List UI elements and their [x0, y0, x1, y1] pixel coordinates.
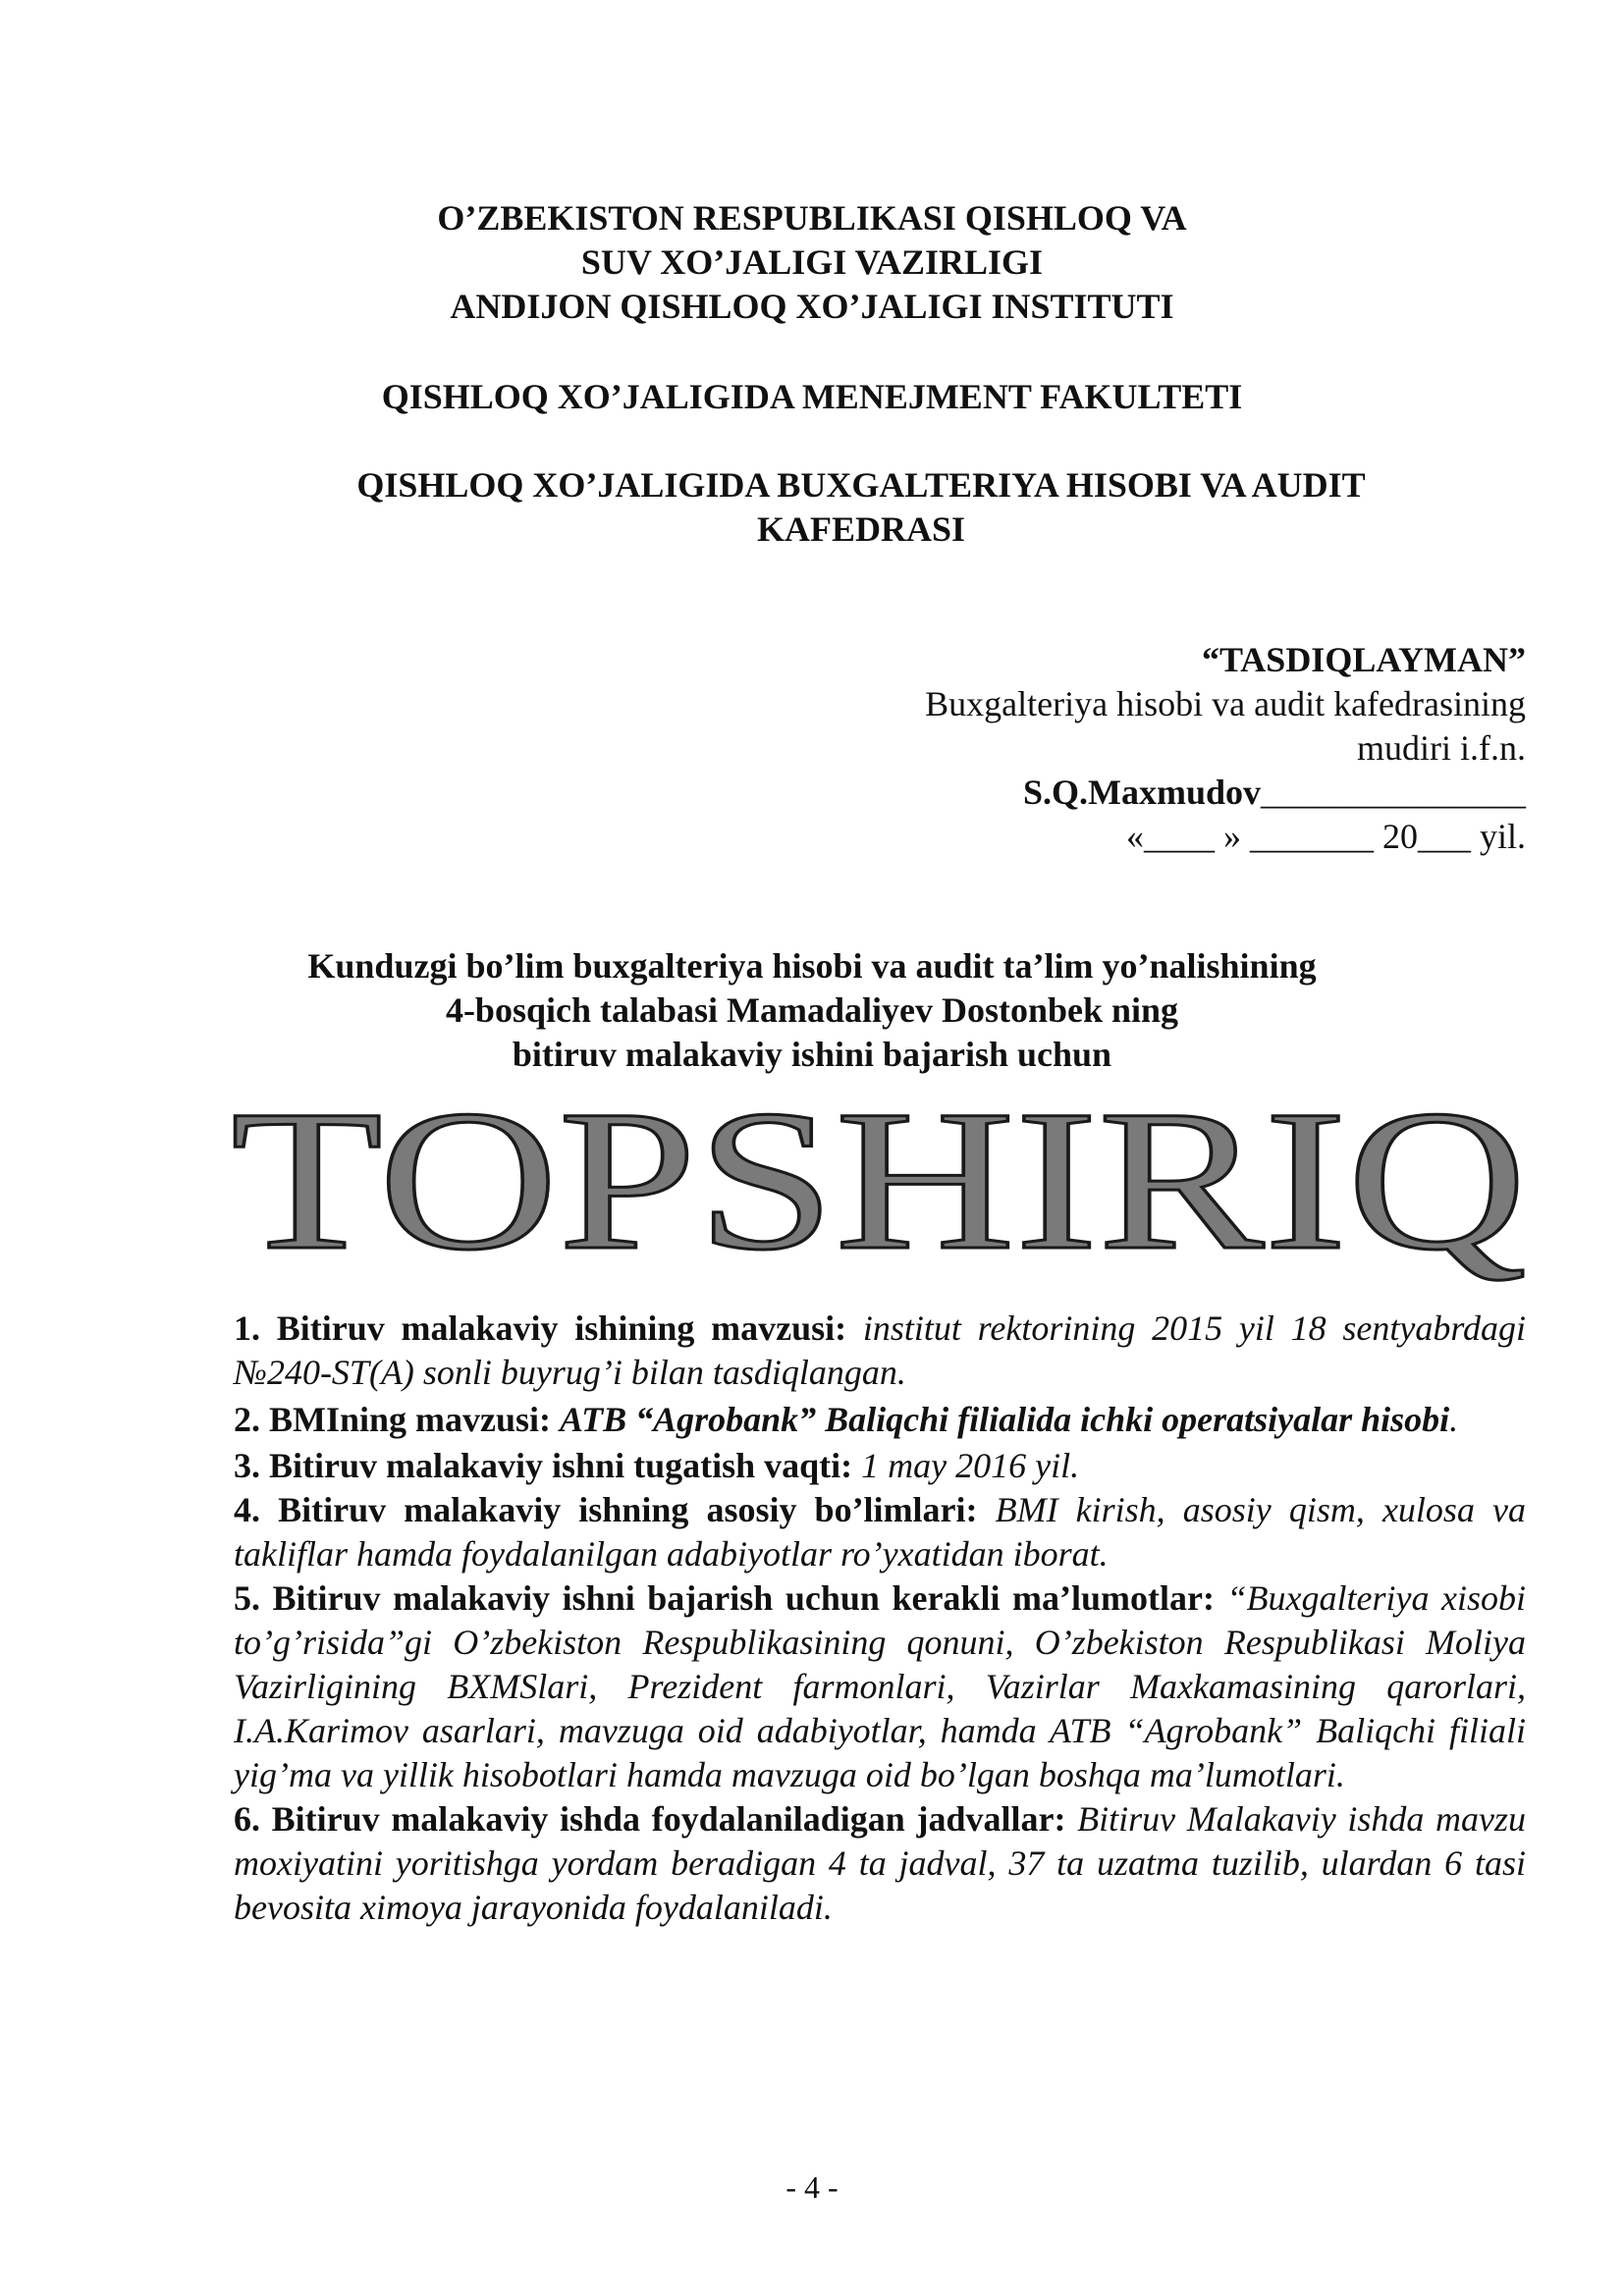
header-line: O’ZBEKISTON RESPUBLIKASI QISHLOQ VA	[437, 198, 1187, 238]
task-label: 1. Bitiruv malakaviy ishining mavzusi:	[234, 1308, 847, 1348]
approval-position: Buxgalteriya hisobi va audit kafedrasining	[925, 684, 1526, 723]
department-name	[295, 463, 1428, 552]
signature-blank: _______________	[1261, 773, 1526, 812]
department-line: KAFEDRASI	[756, 509, 966, 549]
task-value-suffix: .	[1449, 1400, 1459, 1439]
task-value: ATB “Agrobank” Baliqchi filialida ichki operatsiyalar hisobi	[560, 1400, 1450, 1439]
faculty-name: QISHLOQ XO’JALIGIDA MENEJMENT FAKULTETI	[381, 377, 1243, 416]
document-title	[231, 1097, 1537, 1284]
student-info	[0, 944, 1624, 1077]
approval-date: «____ » _______ 20___ yil.	[1125, 817, 1526, 856]
header-line: ANDIJON QISHLOQ XO’JALIGI INSTITUTI	[450, 287, 1174, 326]
ministry-header	[0, 196, 1624, 329]
header-line: SUV XO’JALIGI VAZIRLIGI	[580, 242, 1044, 282]
task-value: BMI kirish, asosiy qism, xulosa va takliflar hamda foydalanilgan adabiyotlar ro’yxatidan iborat.	[234, 1490, 1527, 1574]
task-value: 1 may 2016 yil.	[861, 1446, 1080, 1485]
approver-name: S.Q.Maxmudov	[1022, 773, 1261, 812]
task-item	[234, 1576, 1526, 1797]
task-item	[234, 1307, 1526, 1395]
task-item	[234, 1797, 1526, 1930]
department-line: QISHLOQ XO’JALIGIDA BUXGALTERIYA HISOBI VA AUDIT	[356, 465, 1366, 505]
task-label: 4. Bitiruv malakaviy ishning asosiy bo’limlari:	[234, 1490, 978, 1529]
task-value: “Buxgalteriya xisobi to’g’risida”gi O’zbekiston Respublikasining qonuni, O’zbekiston Respublikasi Moliya Vazirligining BXMSlari, Prezident farmonlari, Vazirlar Maxkamasining qarorlari, I.A.Karimov asarlari, mavzuga oid adabiyotlar, hamda ATB “Agrobank” Baliqchi filiali yig’ma va yillik hisobotlari hamda mavzuga oid bo’lgan boshqa ma’lumotlari.	[234, 1578, 1526, 1794]
task-item	[234, 1444, 1526, 1488]
task-label: 6. Bitiruv malakaviy ishda foydalaniladigan jadvallar:	[234, 1799, 1066, 1839]
task-item	[234, 1488, 1526, 1576]
task-label: 5. Bitiruv malakaviy ishni bajarish uchun kerakli ma’lumotlar:	[234, 1578, 1215, 1618]
approval-title: “TASDIQLAYMAN”	[1201, 640, 1526, 679]
task-label: 3. Bitiruv malakaviy ishni tugatish vaqti:	[234, 1446, 853, 1485]
student-line: 4-bosqich talabasi Mamadaliyev Dostonbek ning	[445, 990, 1179, 1030]
task-value: institut rektorining 2015 yil 18 sentyabrdagi №240-ST(A) sonli buyrug’i bilan tasdiqlangan.	[234, 1308, 1527, 1392]
title-wordart	[231, 1097, 1537, 1284]
task-value: Bitiruv Malakaviy ishda mavzu moxiyatini yoritishga yordam beradigan 4 ta jadval, 37 ta uzatma tuzilib, ulardan 6 tasi bevosita ximoya jarayonida foydalaniladi.	[234, 1799, 1526, 1927]
task-label: 2. BMIning mavzusi:	[234, 1400, 552, 1439]
approval-degree: mudiri i.f.n.	[1357, 728, 1526, 768]
page-number: - 4 -	[785, 2169, 839, 2205]
student-line: bitiruv malakaviy ishini bajarish uchun	[512, 1035, 1112, 1074]
task-list	[234, 1307, 1526, 1930]
student-line: Kunduzgi bo’lim buxgalteriya hisobi va audit ta’lim yo’nalishining	[307, 946, 1317, 986]
approval-block	[642, 638, 1526, 859]
task-item	[234, 1395, 1526, 1444]
title-text: TOPSHIRIQ	[231, 1097, 1527, 1284]
